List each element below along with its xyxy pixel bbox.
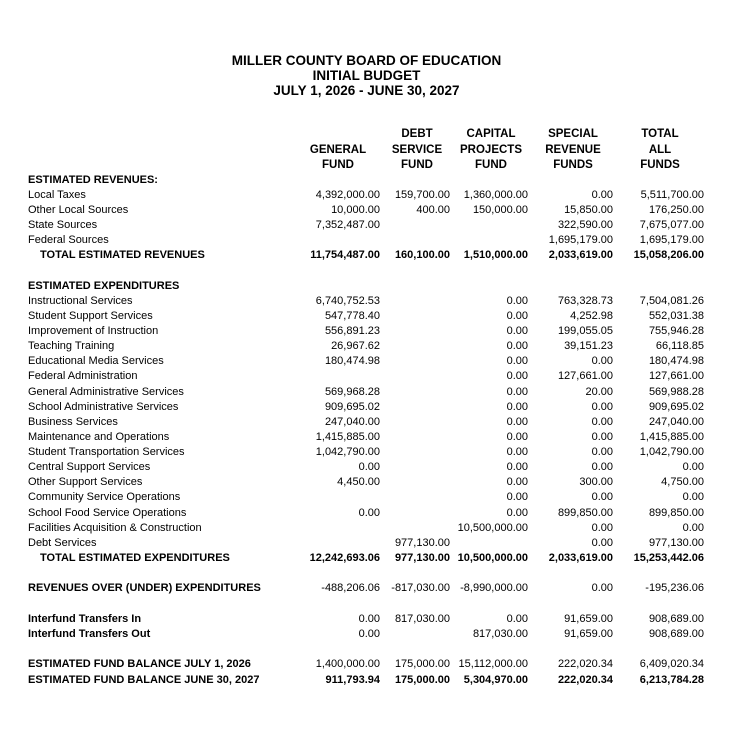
cell-special-revenue-funds: 1,695,179.00 [548,234,613,246]
cell-total-all-funds: 7,675,077.00 [639,219,704,231]
cell-special-revenue-funds: 322,590.00 [557,219,613,231]
col-header-debt-service-fund [384,127,450,174]
col-header-line: ALL [648,143,672,156]
report-title-period: JULY 1, 2026 - JUNE 30, 2027 [273,83,460,98]
row-label: Community Service Operations [28,491,181,503]
report-title-type: INITIAL BUDGET [312,68,421,83]
cell-total-all-funds: 909,695.02 [648,401,704,413]
cell-special-revenue-funds: 222,020.34 [557,674,613,686]
row-label: Interfund Transfers In [28,613,142,625]
cell-debt-service-fund: 977,130.00 [394,537,450,549]
cell-special-revenue-funds: 0.00 [591,491,613,503]
table-row [0,324,733,339]
table-row [0,475,733,490]
row-label: State Sources [28,219,98,231]
table-row [0,385,733,400]
table-row [0,294,733,309]
cell-general-fund: 4,450.00 [337,476,380,488]
cell-total-all-funds: 1,042,790.00 [639,446,704,458]
cell-capital-projects-fund: 0.00 [506,613,528,625]
row-label: ESTIMATED FUND BALANCE JULY 1, 2026 [28,658,251,670]
col-header-line: PROJECTS [460,143,522,156]
cell-debt-service-fund: 977,130.00 [394,552,450,564]
cell-debt-service-fund: 159,700.00 [394,189,450,201]
cell-total-all-funds: 908,689.00 [648,613,704,625]
cell-total-all-funds: 0.00 [682,491,704,503]
col-header-special-revenue-funds [536,127,610,174]
table-row [0,430,733,445]
table-row [0,657,733,672]
col-header-line: DEBT [401,128,433,140]
cell-general-fund: 911,793.94 [325,674,380,686]
table-row [0,673,733,688]
cell-total-all-funds: 5,511,700.00 [640,189,704,201]
col-header-line: SERVICE [391,143,443,156]
cell-capital-projects-fund: 10,500,000.00 [457,552,528,564]
cell-total-all-funds: 247,040.00 [648,416,704,428]
table-row [0,339,733,354]
table-row [0,506,733,521]
col-header-line: CAPITAL [466,128,516,140]
cell-general-fund: 909,695.02 [324,401,380,413]
row-label: Federal Sources [28,234,109,246]
table-row [0,627,733,642]
cell-special-revenue-funds: 4,252.98 [570,310,613,322]
cell-special-revenue-funds: 222,020.34 [557,658,613,670]
table-row [0,233,733,248]
cell-special-revenue-funds: 39,151.23 [564,340,613,352]
row-label: Other Local Sources [28,204,129,216]
row-label: ESTIMATED REVENUES: [28,174,158,186]
cell-general-fund: 0.00 [358,507,380,519]
cell-capital-projects-fund: 0.00 [506,370,528,382]
table-row [0,309,733,324]
cell-capital-projects-fund: 0.00 [506,431,528,443]
table-row [0,581,733,596]
cell-capital-projects-fund: 1,360,000.00 [463,189,528,201]
cell-general-fund: 10,000.00 [331,204,380,216]
cell-total-all-funds: 66,118.85 [655,340,704,352]
table-row [0,279,733,294]
report-title-org: MILLER COUNTY BOARD OF EDUCATION [231,53,502,68]
cell-special-revenue-funds: 763,328.73 [557,295,613,307]
cell-debt-service-fund: 160,100.00 [394,249,450,261]
cell-capital-projects-fund: 0.00 [506,310,528,322]
cell-special-revenue-funds: 0.00 [591,431,613,443]
cell-total-all-funds: 908,689.00 [648,628,704,640]
cell-special-revenue-funds: 91,659.00 [564,628,613,640]
table-row [0,551,733,566]
row-label: General Administrative Services [28,386,184,398]
cell-special-revenue-funds: 0.00 [591,461,613,473]
row-label: TOTAL ESTIMATED EXPENDITURES [40,552,230,564]
table-row [0,400,733,415]
row-label: Business Services [28,416,118,428]
row-label: Debt Services [28,537,97,549]
cell-total-all-funds: 176,250.00 [648,204,704,216]
cell-special-revenue-funds: 2,033,619.00 [548,249,613,261]
cell-special-revenue-funds: 0.00 [591,401,613,413]
table-row [0,415,733,430]
cell-general-fund: 247,040.00 [324,416,380,428]
cell-total-all-funds: 0.00 [682,461,704,473]
row-label: Facilities Acquisition & Construction [28,522,202,534]
cell-total-all-funds: 1,695,179.00 [639,234,704,246]
cell-special-revenue-funds: 127,661.00 [557,370,613,382]
cell-capital-projects-fund: 0.00 [506,355,528,367]
cell-special-revenue-funds: 0.00 [591,416,613,428]
cell-capital-projects-fund: -8,990,000.00 [460,582,528,594]
cell-capital-projects-fund: 0.00 [506,325,528,337]
table-row [0,536,733,551]
cell-general-fund: 4,392,000.00 [315,189,380,201]
cell-special-revenue-funds: 0.00 [591,355,613,367]
cell-total-all-funds: 977,130.00 [648,537,704,549]
cell-total-all-funds: 15,253,442.06 [633,552,704,564]
cell-total-all-funds: 899,850.00 [648,507,704,519]
cell-special-revenue-funds: 0.00 [591,522,613,534]
cell-general-fund: 547,778.40 [324,310,380,322]
row-label: Teaching Training [28,340,115,352]
cell-special-revenue-funds: 91,659.00 [564,613,613,625]
row-label: School Food Service Operations [28,507,187,519]
table-row [0,203,733,218]
col-header-line: GENERAL [309,143,367,156]
cell-capital-projects-fund: 5,304,970.00 [463,674,528,686]
row-label: REVENUES OVER (UNDER) EXPENDITURES [28,582,261,594]
cell-general-fund: 6,740,752.53 [315,295,380,307]
cell-special-revenue-funds: 199,055.05 [557,325,613,337]
row-label: Central Support Services [28,461,151,473]
cell-total-all-funds: 180,474.98 [648,355,704,367]
row-label: Improvement of Instruction [28,325,159,337]
cell-total-all-funds: -195,236.06 [645,582,704,594]
table-row [0,354,733,369]
cell-general-fund: -488,206.06 [321,582,380,594]
col-header-line: FUNDS [640,159,680,171]
cell-debt-service-fund: 175,000.00 [394,658,450,670]
cell-capital-projects-fund: 0.00 [506,461,528,473]
cell-special-revenue-funds: 0.00 [591,582,613,594]
cell-special-revenue-funds: 300.00 [579,476,613,488]
cell-total-all-funds: 569,988.28 [648,386,704,398]
table-row [0,612,733,627]
cell-capital-projects-fund: 0.00 [506,416,528,428]
cell-general-fund: 1,400,000.00 [315,658,380,670]
cell-general-fund: 0.00 [358,613,380,625]
cell-general-fund: 0.00 [358,628,380,640]
col-header-capital-projects-fund [454,127,528,174]
row-label: Student Transportation Services [28,446,185,458]
cell-capital-projects-fund: 0.00 [506,295,528,307]
cell-general-fund: 12,242,693.06 [309,552,380,564]
cell-capital-projects-fund: 15,112,000.00 [458,658,528,670]
row-label: Interfund Transfers Out [28,628,151,640]
cell-special-revenue-funds: 0.00 [591,446,613,458]
cell-special-revenue-funds: 0.00 [591,189,613,201]
row-label: Student Support Services [28,310,153,322]
cell-total-all-funds: 1,415,885.00 [639,431,704,443]
cell-capital-projects-fund: 0.00 [506,340,528,352]
cell-debt-service-fund: 175,000.00 [394,674,450,686]
table-row [0,248,733,263]
row-label: ESTIMATED FUND BALANCE JUNE 30, 2027 [28,674,260,686]
col-header-line [296,127,380,143]
cell-total-all-funds: 6,213,784.28 [639,674,704,686]
cell-capital-projects-fund: 0.00 [506,507,528,519]
cell-total-all-funds: 6,409,020.34 [639,658,704,670]
cell-special-revenue-funds: 20.00 [585,386,613,398]
table-row [0,460,733,475]
cell-general-fund: 7,352,487.00 [315,219,380,231]
cell-special-revenue-funds: 2,033,619.00 [548,552,613,564]
cell-capital-projects-fund: 0.00 [506,476,528,488]
cell-capital-projects-fund: 0.00 [506,386,528,398]
row-label: Educational Media Services [28,355,164,367]
table-row [0,490,733,505]
row-label: Local Taxes [28,189,86,201]
row-label: ESTIMATED EXPENDITURES [28,280,180,292]
table-row [0,173,733,188]
cell-debt-service-fund: -817,030.00 [391,582,450,594]
col-header-line: SPECIAL [548,128,598,140]
col-header-line: FUNDS [553,159,593,171]
table-row [0,218,733,233]
cell-total-all-funds: 0.00 [682,522,704,534]
cell-special-revenue-funds: 15,850.00 [564,204,613,216]
table-row [0,369,733,384]
row-label: Federal Administration [28,370,138,382]
cell-special-revenue-funds: 0.00 [591,537,613,549]
row-label: Instructional Services [28,295,133,307]
cell-capital-projects-fund: 150,000.00 [472,204,528,216]
cell-total-all-funds: 4,750.00 [661,476,704,488]
cell-capital-projects-fund: 0.00 [506,491,528,503]
col-header-total-all-funds [622,127,698,174]
row-label: TOTAL ESTIMATED REVENUES [40,249,205,261]
cell-general-fund: 569,968.28 [324,386,380,398]
cell-general-fund: 0.00 [358,461,380,473]
row-label: Other Support Services [28,476,143,488]
cell-total-all-funds: 755,946.28 [648,325,704,337]
cell-capital-projects-fund: 817,030.00 [472,628,528,640]
cell-capital-projects-fund: 0.00 [506,446,528,458]
cell-general-fund: 1,415,885.00 [315,431,380,443]
cell-debt-service-fund: 817,030.00 [394,613,450,625]
row-label: Maintenance and Operations [28,431,170,443]
cell-special-revenue-funds: 899,850.00 [557,507,613,519]
cell-general-fund: 556,891.23 [324,325,380,337]
cell-general-fund: 1,042,790.00 [315,446,380,458]
row-label: School Administrative Services [28,401,179,413]
cell-total-all-funds: 552,031.38 [648,310,704,322]
cell-general-fund: 26,967.62 [331,340,380,352]
table-row [0,188,733,203]
cell-total-all-funds: 7,504,081.26 [639,295,704,307]
table-row [0,521,733,536]
cell-total-all-funds: 15,058,206.00 [633,249,704,261]
col-header-line: REVENUE [545,143,601,156]
col-header-general-fund [296,127,380,174]
cell-general-fund: 180,474.98 [324,355,380,367]
cell-total-all-funds: 127,661.00 [648,370,704,382]
cell-debt-service-fund: 400.00 [416,204,450,216]
cell-capital-projects-fund: 0.00 [506,401,528,413]
cell-capital-projects-fund: 1,510,000.00 [463,249,528,261]
col-header-line: FUND [401,159,433,171]
col-header-line: TOTAL [641,128,679,140]
cell-general-fund: 11,754,487.00 [310,249,380,261]
col-header-line: FUND [475,159,507,171]
cell-capital-projects-fund: 10,500,000.00 [457,522,528,534]
col-header-line: FUND [322,159,354,171]
table-row [0,445,733,460]
